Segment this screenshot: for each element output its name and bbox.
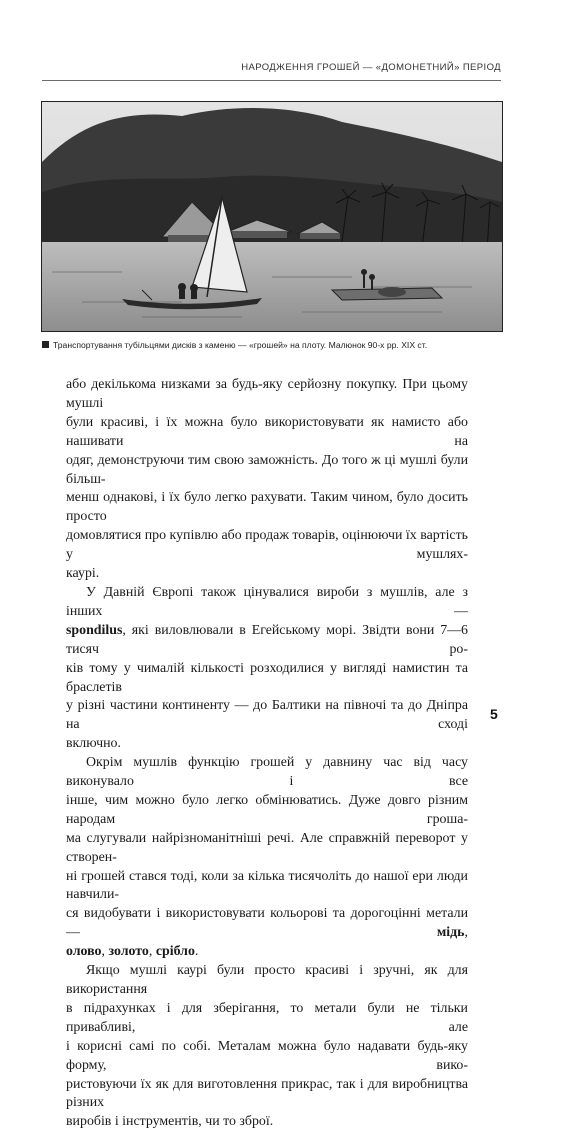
text-line-rest: , які виловлювали в Егейському морі. Звідти вони 7—6 тисяч ро-: [66, 622, 468, 657]
running-head: НАРОДЖЕННЯ ГРОШЕЙ — «ДОМОНЕТНИЙ» ПЕРІОД: [241, 62, 501, 73]
text-line: каурі.: [66, 566, 100, 582]
text-line-metals: [66, 943, 468, 962]
separator: ,: [464, 925, 468, 941]
text-line: ристовуючи їх як для виготовлення прикрас, так і для виробництва різних: [66, 1076, 468, 1111]
paragraph-2: [66, 584, 468, 754]
page-number: 5: [490, 706, 498, 722]
term-spondilus: spondilus: [66, 622, 123, 638]
text-line: в підрахунках і для зберігання, то метали були не тільки привабливі, але: [66, 1000, 468, 1035]
paragraph-1: [66, 376, 468, 584]
stone-disk: [378, 287, 406, 297]
engraving-image: [42, 102, 502, 331]
text-line: і корисні самі по собі. Металам можна було надавати будь-яку форму, вико-: [66, 1038, 468, 1073]
text-line: У Давній Європі також цінувалися вироби з мушлів, але з інших —: [66, 584, 468, 619]
text-line: менш однакові, і їх було легко рахувати. Таким чином, було досить просто: [66, 490, 468, 525]
text-line: виробів і інструментів, чи то зброї.: [66, 1114, 274, 1130]
paragraph-4: [66, 962, 468, 1132]
separator: ,: [101, 944, 109, 960]
caption-text: Транспортування тубільцями дисків з каменю — «грошей» на плоту. Малюнок 90-х рр. XIX ст.: [53, 340, 428, 350]
text-line: ків тому у чималій кількості розходилися у вигляді намистин та браслетів: [66, 660, 468, 695]
illustration-raft-stone-money: [41, 101, 503, 332]
text-line-spondilus: [66, 622, 468, 660]
text-line: ні грошей стався тоді, коли за кілька тисячоліть до нашої ери люди навчили-: [66, 868, 468, 903]
text-line: Якщо мушлі каурі були просто красиві і зручні, як для використання: [66, 963, 468, 997]
separator: ,: [148, 944, 156, 960]
figure-caption: [42, 340, 512, 350]
text-line: одяг, демонструючи тим свою заможність. До того ж ці мушлі були більш-: [66, 452, 468, 487]
metal-tin: олово: [66, 944, 102, 960]
text-line-metals-intro: ся видобувати і використовувати кольорові та дорогоцінні метали —: [66, 906, 468, 941]
text-line: інше, чим можно було легко обмінюватись. Дуже довго різним народам гроша-: [66, 792, 468, 827]
metal-gold: золото: [108, 944, 149, 960]
body-text: [66, 376, 468, 1132]
text-line: включно.: [66, 736, 121, 752]
caption-marker: [42, 341, 49, 348]
text-line: ма слугували найрізноманітніші речі. Але справжній переворот у створен-: [66, 830, 468, 865]
period: .: [194, 944, 199, 960]
water: [42, 242, 502, 331]
text-line: були красиві, і їх можна було використовувати як намисто або нашивати на: [66, 414, 468, 449]
metal-copper: мідь: [436, 925, 465, 941]
person-1: [178, 283, 186, 291]
person-2: [190, 284, 198, 292]
text-line: домовлятися про купівлю або продаж товарів, оцінюючи їх вартість у мушлях-: [66, 528, 468, 563]
text-line: [66, 905, 468, 943]
paragraph-3: [66, 754, 468, 962]
metal-silver: срібло: [155, 944, 195, 960]
text-line: Окрім мушлів функцію грошей у давнину час від часу виконувало і все: [66, 755, 468, 790]
text-line: або декількома низками за будь-яку серйозну покупку. При цьому мушлі: [66, 377, 468, 411]
text-line: у різні частини континенту — до Балтики на півночі та до Дніпра на сході: [66, 698, 468, 733]
header-rule: [42, 80, 501, 81]
